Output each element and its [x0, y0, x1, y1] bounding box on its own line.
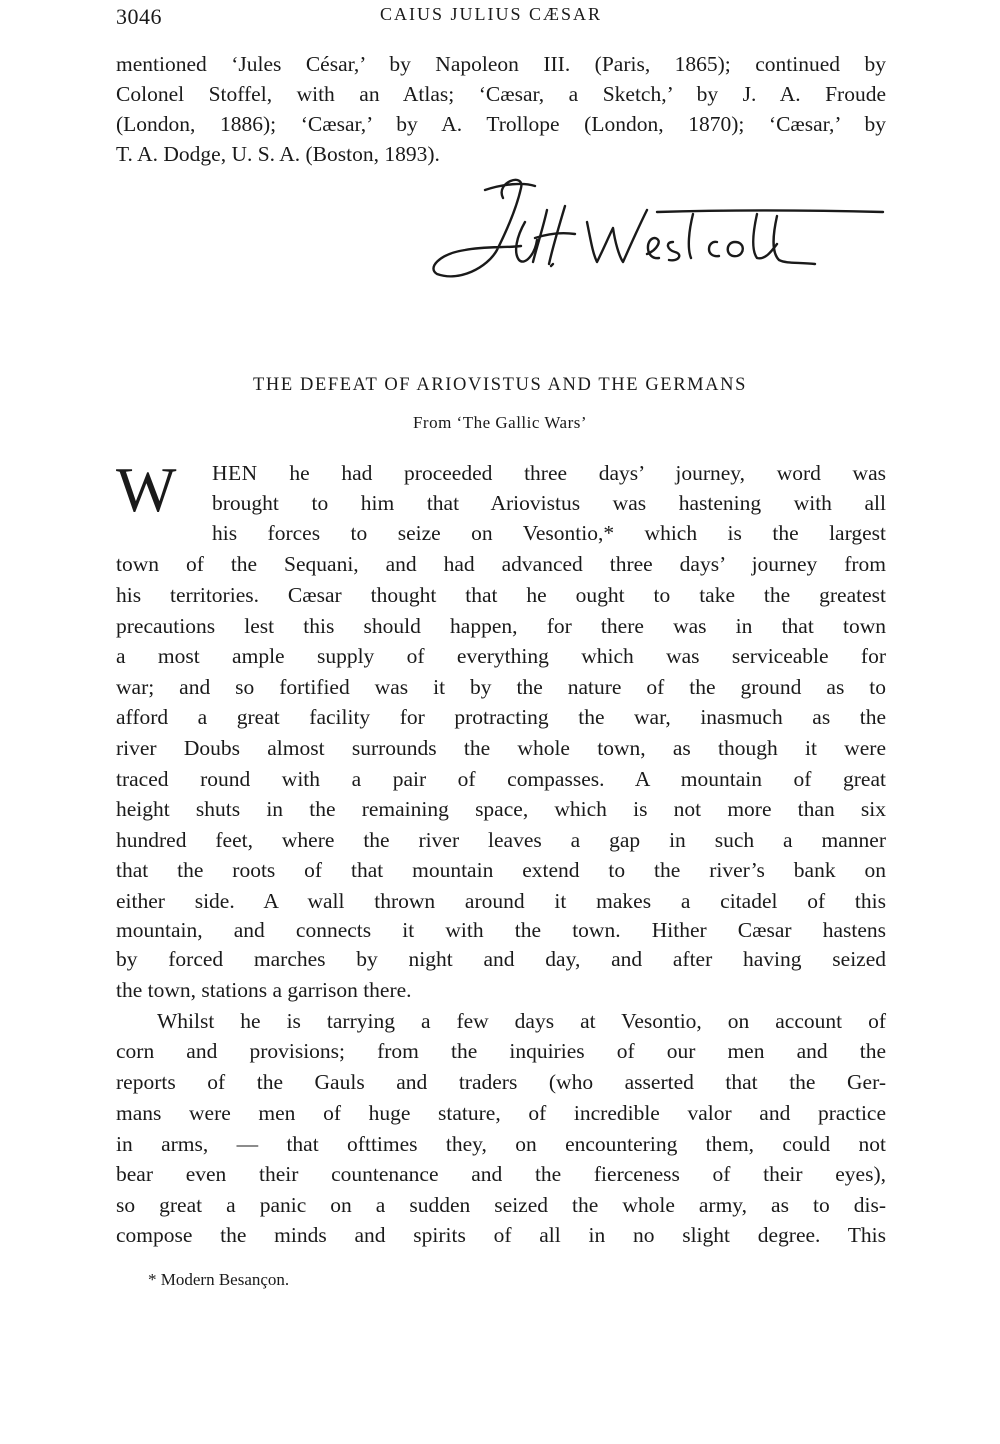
- body-line: Whilst he is tarrying a few days at Vesontio, on account of: [157, 1009, 886, 1033]
- page-number: 3046: [116, 4, 162, 29]
- body-line: compose the minds and spirits of all in no slight degree. This: [116, 1223, 886, 1247]
- footnote: * Modern Besançon.: [148, 1270, 290, 1289]
- body-line: mans were men of huge stature, of incredible valor and practice: [116, 1101, 886, 1125]
- body-line: precautions lest this should happen, for there was in that town: [116, 614, 886, 638]
- body-line: his forces to seize on Vesontio,* which is the largest: [212, 521, 886, 545]
- body-line: mountain, and connects it with the town. Hither Cæsar hastens: [116, 918, 886, 942]
- article-source: From ‘The Gallic Wars’: [412, 413, 588, 432]
- body-line: corn and provisions; from the inquiries of our men and the: [116, 1039, 886, 1063]
- body-line: that the roots of that mountain extend to the river’s bank on: [116, 858, 886, 882]
- body-line: height shuts in the remaining space, which is not more than six: [116, 797, 886, 821]
- body-line: the town, stations a garrison there.: [116, 978, 412, 1002]
- body-line: afford a great facility for protracting the war, inasmuch as the: [116, 705, 886, 729]
- body-line: brought to him that Ariovistus was hastening with all: [212, 491, 886, 515]
- body-line: war; and so fortified was it by the nature of the ground as to: [116, 675, 886, 699]
- body-line: bear even their countenance and the fierceness of their eyes),: [116, 1162, 886, 1186]
- body-line: a most ample supply of everything which was serviceable for: [116, 644, 886, 668]
- body-line: town of the Sequani, and had advanced three days’ journey from: [116, 552, 886, 576]
- body-line: his territories. Cæsar thought that he ought to take the greatest: [116, 583, 886, 607]
- first-word-smallcaps: HEN: [212, 461, 258, 485]
- body-line: either side. A wall thrown around it makes a citadel of this: [116, 889, 886, 913]
- bibliography-line: T. A. Dodge, U. S. A. (Boston, 1893).: [116, 142, 440, 166]
- body-line: [212, 458, 886, 488]
- body-line: by forced marches by night and day, and after having seized: [116, 947, 886, 971]
- body-line: in arms, — that ofttimes they, on encountering them, could not: [116, 1132, 886, 1156]
- bibliography-line: (London, 1886); ‘Cæsar,’ by A. Trollope (London, 1870); ‘Cæsar,’ by: [116, 112, 886, 136]
- body-line: traced round with a pair of compasses. A mountain of great: [116, 767, 886, 791]
- body-line: river Doubs almost surrounds the whole town, as though it were: [116, 736, 886, 760]
- bibliography-line: Colonel Stoffel, with an Atlas; ‘Cæsar, a Sketch,’ by J. A. Froude: [116, 82, 886, 106]
- body-line: so great a panic on a sudden seized the whole army, as to dis-: [116, 1193, 886, 1217]
- body-line: reports of the Gauls and traders (who asserted that the Ger-: [116, 1070, 886, 1094]
- body-line-text: he had proceeded three days’ journey, word was: [257, 461, 886, 485]
- running-head: CAIUS JULIUS CÆSAR: [380, 4, 603, 24]
- drop-cap: W: [116, 454, 177, 525]
- body-line: hundred feet, where the river leaves a gap in such a manner: [116, 828, 886, 852]
- article-title: THE DEFEAT OF ARIOVISTUS AND THE GERMANS: [253, 375, 747, 395]
- bibliography-line: mentioned ‘Jules César,’ by Napoleon III. (Paris, 1865); continued by: [116, 52, 886, 76]
- signature: [425, 170, 895, 290]
